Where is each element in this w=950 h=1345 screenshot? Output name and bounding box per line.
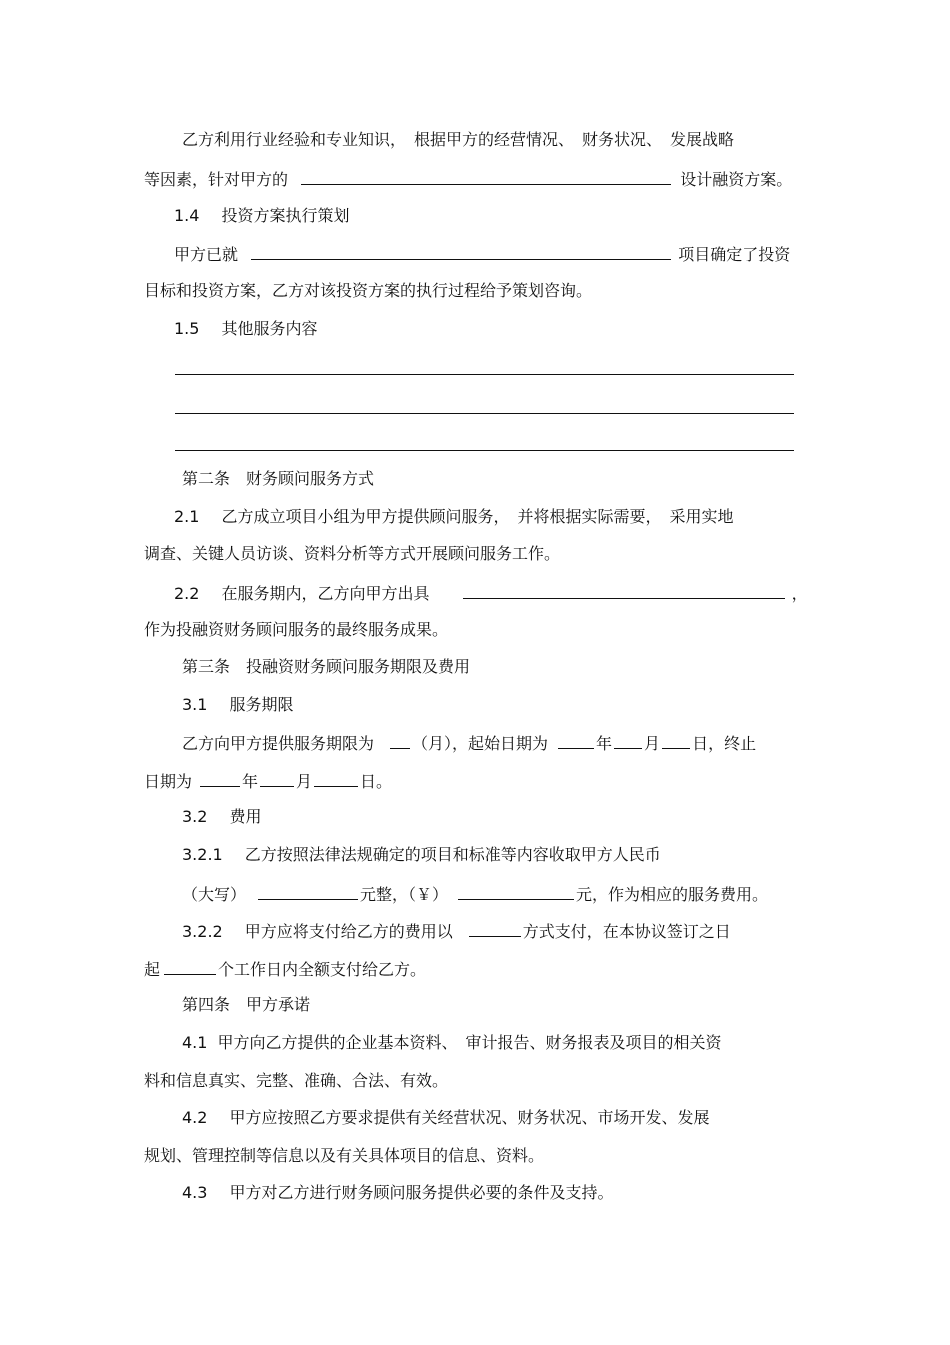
section-title: 服务期限 (229, 695, 294, 714)
text: 在服务期内，乙方向甲方出具 (221, 584, 430, 603)
start-day-field[interactable] (662, 732, 690, 749)
blank-field[interactable] (301, 168, 671, 185)
text: 月 (644, 734, 661, 753)
paragraph-line (144, 1071, 448, 1091)
text: 乙方成立项目小组为甲方提供顾问服务， 并将根据实际需要， 采用实地 (221, 507, 734, 526)
section-heading (182, 807, 261, 827)
clause-number: 4.3 (182, 1183, 208, 1202)
paragraph-line (182, 1033, 721, 1053)
paragraph-line (174, 243, 790, 265)
paragraph-line (182, 1183, 613, 1203)
blank-line[interactable] (175, 374, 794, 375)
section-number: 1.4 (174, 206, 200, 225)
section-number: 3.2 (182, 807, 208, 826)
end-year-field[interactable] (200, 770, 240, 787)
clause-number: 4.2 (182, 1108, 208, 1127)
article-heading (182, 657, 470, 677)
clause-number: 3.2.1 (182, 845, 223, 864)
text: 作为投融资财务顾问服务的最终服务成果。 (144, 620, 449, 639)
clause-number: 2.1 (174, 507, 200, 526)
text: 年 (242, 772, 259, 791)
text: （月），起始日期为 (412, 734, 549, 753)
paragraph-line (182, 845, 661, 865)
text: （大写） (182, 885, 247, 904)
start-month-field[interactable] (614, 732, 642, 749)
text: 日，终止 (692, 734, 757, 753)
amount-number-field[interactable] (458, 883, 574, 900)
text: 调查、关键人员访谈、资料分析等方式开展顾问服务工作。 (144, 544, 561, 563)
text: 甲方应按照乙方要求提供有关经营状况、财务状况、市场开发、发展 (229, 1108, 710, 1127)
clause-number: 2.2 (174, 584, 200, 603)
section-number: 1.5 (174, 319, 200, 338)
payment-method-field[interactable] (469, 920, 521, 937)
article-title: 第二条 财务顾问服务方式 (182, 469, 375, 488)
section-title: 其他服务内容 (221, 319, 318, 338)
paragraph-line (144, 770, 392, 792)
start-year-field[interactable] (558, 732, 594, 749)
text: 甲方向乙方提供的企业基本资料、 审计报告、财务报表及项目的相关资 (217, 1033, 722, 1052)
text: 乙方按照法律法规确定的项目和标准等内容收取甲方人民币 (244, 845, 661, 864)
text: 乙方向甲方提供服务期限为 (182, 734, 375, 753)
text: 元整，（￥） (360, 885, 449, 904)
paragraph-line (144, 544, 560, 564)
blank-field[interactable] (251, 243, 671, 260)
text: 设计融资方案。 (680, 170, 793, 189)
amount-words-field[interactable] (258, 883, 358, 900)
text: 甲方应将支付给乙方的费用以 (244, 922, 453, 941)
text: 项目确定了投资 (678, 245, 791, 264)
paragraph-line (144, 281, 592, 301)
text: 料和信息真实、完整、准确、合法、有效。 (144, 1071, 449, 1090)
paragraph-line (144, 168, 792, 190)
section-title: 投资方案执行策划 (221, 206, 350, 225)
paragraph-line (182, 920, 731, 942)
article-title: 第四条 甲方承诺 (182, 995, 311, 1014)
section-title: 费用 (229, 807, 262, 826)
paragraph-line (144, 1146, 544, 1166)
text: 目标和投资方案，乙方对该投资方案的执行过程给予策划咨询。 (144, 281, 593, 300)
text: 等因素，针对甲方的 (144, 170, 289, 189)
text: 个工作日内全额支付给乙方。 (218, 960, 427, 979)
article-title: 第三条 投融资财务顾问服务期限及费用 (182, 657, 471, 676)
section-heading (182, 695, 293, 715)
paragraph-line (144, 620, 448, 640)
end-month-field[interactable] (260, 770, 294, 787)
text: 乙方利用行业经验和专业知识， 根据甲方的经营情况、 财务状况、 发展战略 (182, 130, 735, 149)
blank-field[interactable] (463, 582, 785, 599)
clause-number: 4.1 (182, 1033, 208, 1052)
blank-line[interactable] (175, 413, 794, 414)
working-days-field[interactable] (164, 958, 216, 975)
section-number: 3.1 (182, 695, 208, 714)
clause-number: 3.2.2 (182, 922, 223, 941)
paragraph-line (182, 883, 768, 905)
text: 规划、管理控制等信息以及有关具体项目的信息、资料。 (144, 1146, 545, 1165)
text: 年 (596, 734, 613, 753)
text: 月 (296, 772, 313, 791)
text: 元，作为相应的服务费用。 (576, 885, 769, 904)
section-heading (174, 319, 317, 339)
paragraph-line (182, 732, 756, 754)
paragraph-line (174, 507, 733, 527)
text: 方式支付，在本协议签订之日 (522, 922, 731, 941)
paragraph-line (174, 582, 808, 604)
section-heading (174, 206, 349, 226)
blank-line[interactable] (175, 450, 794, 451)
article-heading (182, 995, 310, 1015)
end-day-field[interactable] (314, 770, 358, 787)
text: ， (791, 584, 808, 603)
text: 甲方对乙方进行财务顾问服务提供必要的条件及支持。 (229, 1183, 614, 1202)
article-heading (182, 469, 374, 489)
months-field[interactable] (390, 732, 410, 749)
paragraph-line (144, 958, 426, 980)
text: 甲方已就 (174, 245, 239, 264)
text: 日。 (360, 772, 393, 791)
paragraph-line (182, 1108, 709, 1128)
paragraph-line (182, 130, 734, 150)
text: 日期为 (144, 772, 193, 791)
text: 起 (144, 960, 161, 979)
